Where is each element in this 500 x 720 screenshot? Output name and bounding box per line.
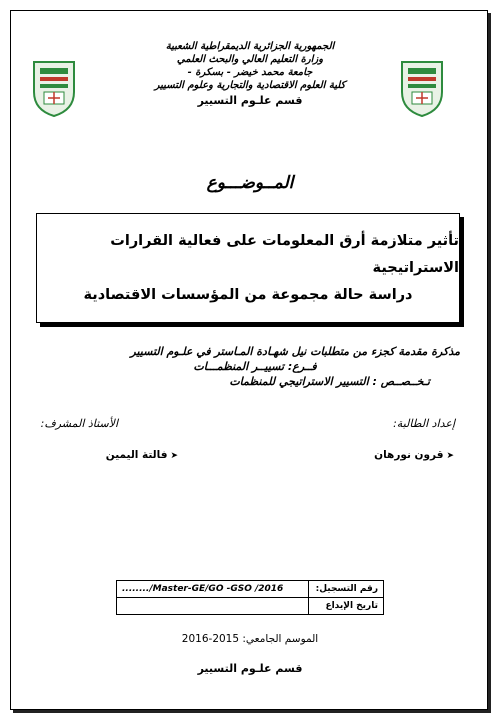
academic-year-label: الموسم الجامعي: — [242, 633, 319, 645]
student-name — [374, 449, 454, 461]
footer-department: قسم علـوم التسيير — [197, 662, 303, 675]
thesis-title-box — [36, 213, 460, 323]
arrow-bullet-icon: ➤ — [446, 451, 454, 461]
thesis-title-line2: دراسة حالة مجموعة من المؤسسات الاقتصادية — [83, 286, 413, 303]
university-name: جامعة محمد خيضر - بسكرة - — [187, 67, 313, 78]
academic-year-value: 2015-2016 — [181, 633, 240, 645]
deposit-date-label: تاريخ الإيداع — [309, 598, 384, 615]
registration-number-label: رقم التسجيل: — [309, 581, 384, 598]
university-logo-left-icon — [30, 58, 78, 118]
prepared-by-label: إعداد الطالبة: — [393, 417, 455, 430]
deposit-date-value — [117, 598, 309, 615]
supervisor-label: الأستاذ المشرف: — [40, 417, 118, 430]
registration-table — [116, 580, 384, 615]
supervisor-name — [106, 449, 178, 461]
ministry-name: وزارة التعليم العالي والبحث العلمي — [176, 54, 324, 65]
table-row — [117, 598, 384, 615]
academic-year — [160, 633, 340, 645]
memo-description — [90, 344, 460, 389]
registration-number-value: ......../Master-GE/GO -GSO /2016 — [117, 581, 309, 598]
memo-line: مذكرة مقدمة كجزء من متطلبات نيل شهـادة المـاستر في علـوم التسيير — [130, 345, 460, 358]
table-row — [117, 581, 384, 598]
thesis-title-line1: تأثير متلازمة أرق المعلومات على فعالية القرارات الاستراتيجية — [110, 232, 459, 276]
memo-specialty: تـخــصــص : التسيير الاستراتيجي للمنظمات — [229, 375, 430, 388]
republic-name: الجمهورية الجزائرية الديمقراطية الشعبية — [165, 41, 335, 52]
student-name-text: قرون نورهان — [374, 449, 444, 461]
topic-label: المــوضـــوع — [206, 173, 294, 193]
arrow-bullet-icon: ➤ — [170, 451, 178, 461]
department-name: قسم علـوم التسيير — [197, 94, 303, 107]
memo-branch: فــرع: تسييــر المنظمـــات — [193, 360, 317, 373]
supervisor-name-text: فالتة اليمين — [105, 449, 168, 461]
faculty-name: كلية العلوم الاقتصادية والتجارية وعلوم التسيير — [154, 80, 346, 91]
institution-header — [90, 40, 410, 107]
